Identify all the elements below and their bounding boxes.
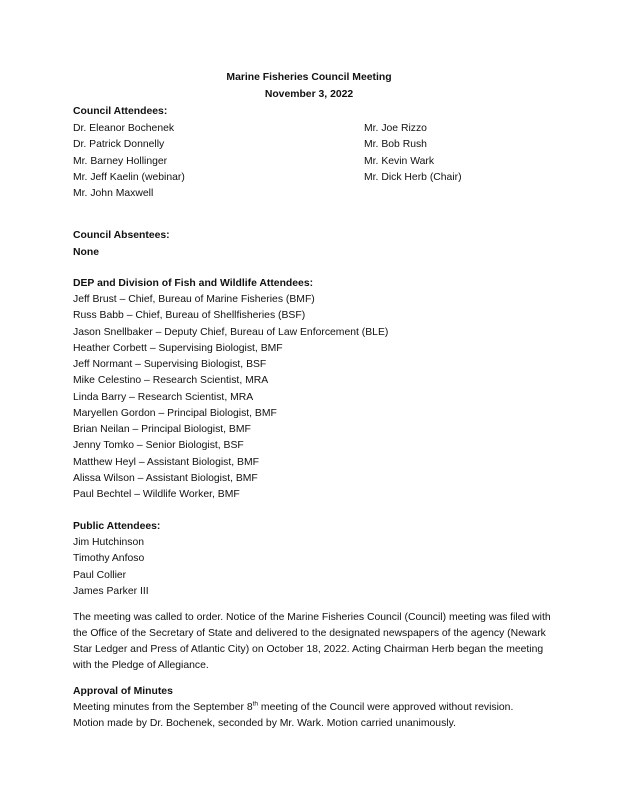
paragraph-line: The meeting was called to order. Notice of the Marine Fisheries Council (Council) meeting was filed with xyxy=(73,612,551,623)
attendee-name: Mr. Dick Herb (Chair) xyxy=(364,172,462,183)
minutes-approval-text: Meeting minutes from the September 8 xyxy=(73,702,253,713)
staff-entry: Brian Neilan – Principal Biologist, BMF xyxy=(73,424,251,435)
staff-entry: Mike Celestino – Research Scientist, MRA xyxy=(73,375,269,386)
attendee-name: Mr. Bob Rush xyxy=(364,139,427,150)
staff-entry: Jeff Normant – Supervising Biologist, BSF xyxy=(73,359,267,370)
paragraph-line: the Office of the Secretary of State and delivered to the designated newspapers of the agency (Newark xyxy=(73,628,546,639)
minutes-approval-line xyxy=(73,702,513,713)
paragraph-line: with the Pledge of Allegiance. xyxy=(73,660,209,671)
document-title: Marine Fisheries Council Meeting xyxy=(226,72,392,83)
approval-of-minutes-heading: Approval of Minutes xyxy=(73,686,173,697)
public-attendee: Jim Hutchinson xyxy=(73,537,145,548)
paragraph-line: Star Ledger and Press of Atlantic City) on October 18, 2022. Acting Chairman Herb began the meeting xyxy=(73,644,544,655)
attendee-name: Mr. Joe Rizzo xyxy=(364,123,427,134)
public-attendee: James Parker III xyxy=(73,586,149,597)
public-attendee: Timothy Anfoso xyxy=(73,553,145,564)
attendee-name: Dr. Eleanor Bochenek xyxy=(73,123,175,134)
ordinal-suffix: th xyxy=(252,700,259,708)
staff-entry: Alissa Wilson – Assistant Biologist, BMF xyxy=(73,473,258,484)
attendee-name: Dr. Patrick Donnelly xyxy=(73,139,165,150)
attendee-name: Mr. Jeff Kaelin (webinar) xyxy=(73,172,185,183)
staff-entry: Matthew Heyl – Assistant Biologist, BMF xyxy=(73,457,259,468)
attendee-name: Mr. Barney Hollinger xyxy=(73,156,168,167)
motion-line: Motion made by Dr. Bochenek, seconded by Mr. Wark. Motion carried unanimously. xyxy=(73,718,456,729)
council-absentees-value: None xyxy=(73,247,99,258)
public-attendee: Paul Collier xyxy=(73,570,127,581)
staff-entry: Jenny Tomko – Senior Biologist, BSF xyxy=(73,440,244,451)
attendee-name: Mr. Kevin Wark xyxy=(364,156,435,167)
staff-entry: Russ Babb – Chief, Bureau of Shellfisheries (BSF) xyxy=(73,310,306,321)
staff-entry: Jeff Brust – Chief, Bureau of Marine Fisheries (BMF) xyxy=(73,294,315,305)
council-attendees-heading: Council Attendees: xyxy=(73,106,168,117)
public-attendees-heading: Public Attendees: xyxy=(73,521,161,532)
minutes-approval-text-cont: meeting of the Council were approved without revision. xyxy=(258,702,514,713)
meeting-date: November 3, 2022 xyxy=(264,89,354,100)
attendee-name: Mr. John Maxwell xyxy=(73,188,154,199)
staff-entry: Maryellen Gordon – Principal Biologist, BMF xyxy=(73,408,277,419)
staff-entry: Heather Corbett – Supervising Biologist, BMF xyxy=(73,343,283,354)
staff-entry: Paul Bechtel – Wildlife Worker, BMF xyxy=(73,489,240,500)
staff-entry: Jason Snellbaker – Deputy Chief, Bureau of Law Enforcement (BLE) xyxy=(73,327,389,338)
council-absentees-heading: Council Absentees: xyxy=(73,230,170,241)
dep-attendees-heading: DEP and Division of Fish and Wildlife Attendees: xyxy=(73,278,314,289)
staff-entry: Linda Barry – Research Scientist, MRA xyxy=(73,392,254,403)
